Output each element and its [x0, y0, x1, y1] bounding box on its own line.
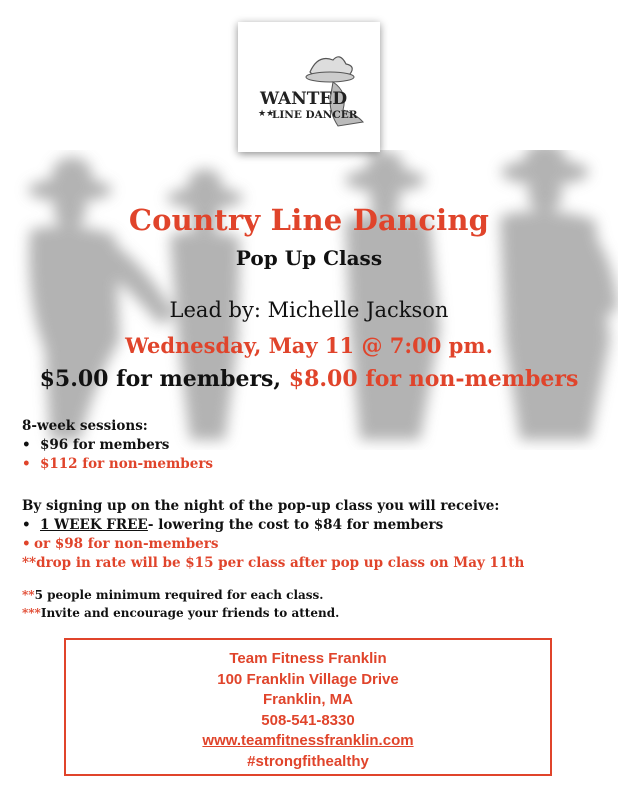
- wanted-line-dancer-logo: [238, 22, 380, 152]
- logo-line-dancer-text: LINE DANCER: [272, 109, 358, 121]
- instructor-line: Lead by: Michelle Jackson: [169, 298, 449, 322]
- gym-phone[interactable]: 508-541-8330: [261, 711, 355, 729]
- event-date-time: Wednesday, May 11 @ 7:00 pm.: [125, 333, 493, 358]
- contact-box: [64, 638, 552, 776]
- sessions-heading: 8-week sessions:: [22, 418, 148, 434]
- gym-address: 100 Franklin Village Drive: [217, 670, 399, 688]
- page-subtitle: Pop Up Class: [235, 246, 383, 270]
- signup-free-week: • 1 WEEK FREE- lowering the cost to $84 for members: [22, 517, 444, 533]
- invite-note: ***Invite and encourage your friends to attend.: [22, 606, 340, 620]
- drop-in-rate-note: **drop in rate will be $15 per class after pop up class on May 11th: [22, 555, 525, 571]
- minimum-note: **5 people minimum required for each class.: [22, 588, 324, 602]
- notes-section: [22, 586, 339, 622]
- hashtag: #strongfithealthy: [247, 752, 369, 770]
- website-link[interactable]: www.teamfitnessfranklin.com: [202, 732, 414, 749]
- signup-intro: By signing up on the night of the pop-up class you will receive:: [22, 498, 500, 514]
- price-members: $5.00 for members,: [39, 366, 282, 392]
- price-line: [0, 366, 618, 392]
- sessions-item-members: • $96 for members: [22, 437, 170, 453]
- sessions-item-non-members: • $112 for non-members: [22, 456, 214, 472]
- svg-text:★★: ★★: [258, 109, 275, 119]
- sessions-section: [22, 417, 213, 474]
- gym-city: Franklin, MA: [262, 691, 353, 708]
- gym-name: Team Fitness Franklin: [229, 650, 387, 667]
- signup-section: [22, 497, 524, 573]
- logo-wanted-text: WANTED: [260, 89, 348, 109]
- price-non-members: $8.00 for non-members: [288, 366, 579, 392]
- page-title: Country Line Dancing: [128, 203, 490, 237]
- free-week-label: 1 WEEK FREE: [40, 517, 148, 533]
- signup-non-members: • or $98 for non-members: [22, 536, 219, 552]
